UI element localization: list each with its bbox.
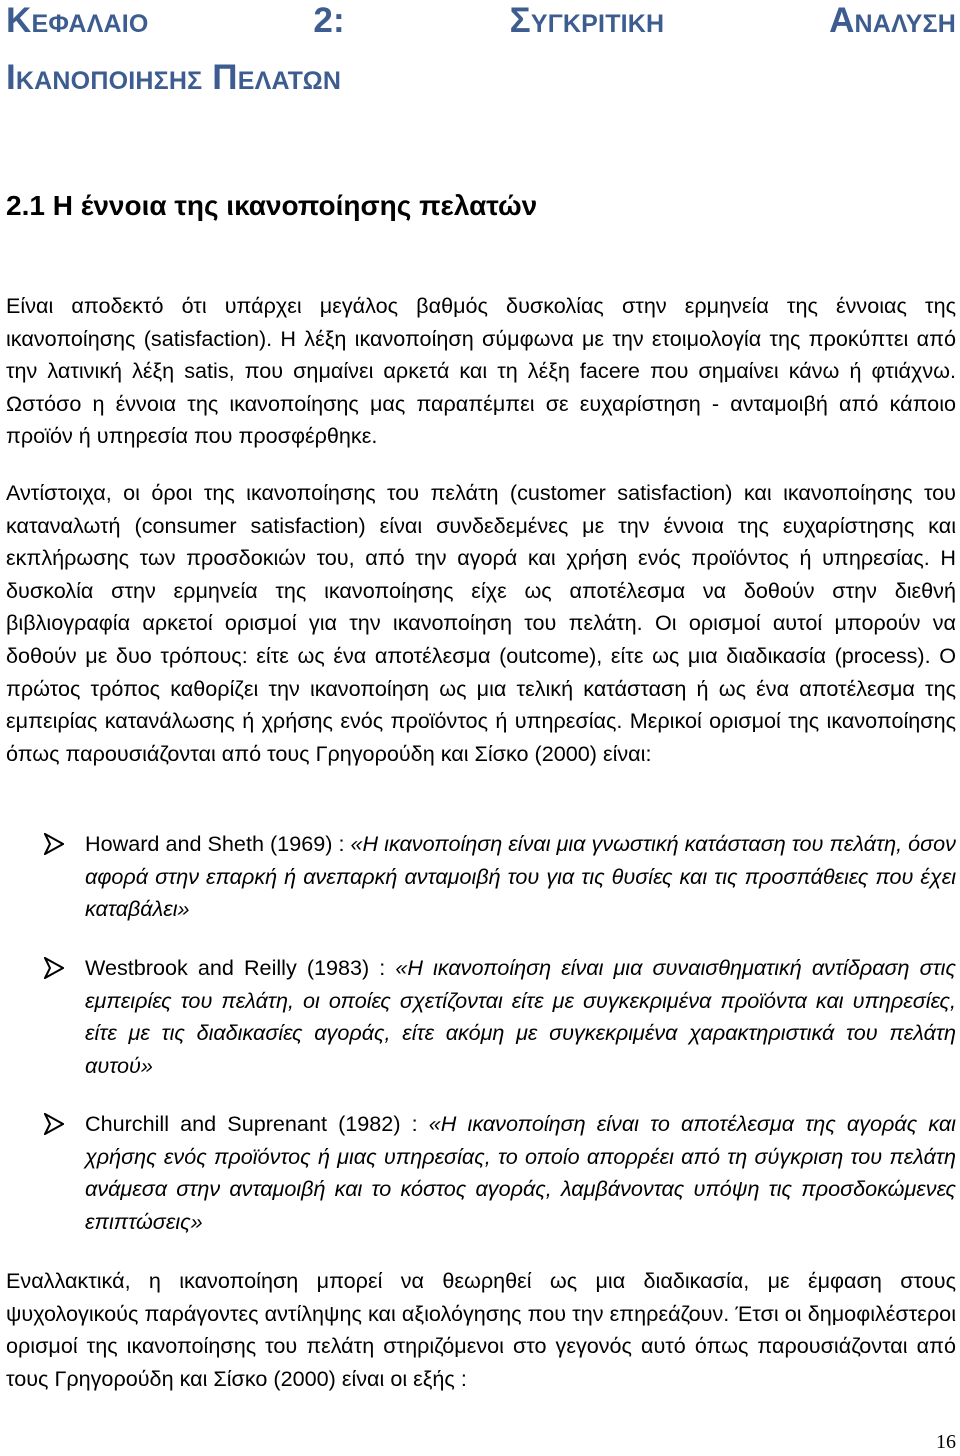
page-number: 16	[936, 1431, 956, 1453]
quote-source: Howard and Sheth (1969) :	[85, 831, 351, 856]
quote-text	[85, 828, 956, 926]
section-heading: 2.1 Η έννοια της ικανοποίησης πελατών	[6, 190, 538, 221]
quote-source: Churchill and Suprenant (1982) :	[85, 1111, 429, 1136]
paragraph-intro: Είναι αποδεκτό ότι υπάρχει μεγάλος βαθμός δυσκολίας στην ερμηνεία της έννοιας της ικανοποίησης (satisfaction). Η λέξη ικανοποίηση σύμφωνα με την ετοιμολογία της προκύπτει από την λατινική λέξη satis, που σημαίνει αρκετά και τη λέξη facere που σημαίνει κάνω ή φτιάχνω. Ωστόσο η έννοια της ικανοποίησης μας παραπέμπει σε ευχαρίστηση - ανταμοιβή από κάποιο προϊόν ή υπηρεσία που προσφέρθηκε.	[6, 293, 956, 449]
arrowhead-bullet-icon	[44, 833, 64, 855]
chapter-title-word2: Αναλυση	[829, 1, 956, 40]
quote-definition: «Η ικανοποίηση είναι μια συναισθηματική αντίδραση στις εμπειρίες του πελάτη, οι οποίες σχετίζονται είτε με συγκεκριμένα προϊόντα και υπηρεσίες, είτε με τις διαδικασίες αγοράς, είτε ακόμη με συγκεκριμένα χαρακτηριστικά του πελάτη αυτού»	[85, 955, 956, 1078]
quote-text	[85, 952, 956, 1082]
chapter-number: 2:	[313, 1, 345, 40]
chapter-label: Κεφαλαιο	[6, 1, 149, 40]
chapter-title-line1	[6, 0, 956, 49]
arrowhead-bullet-icon	[44, 957, 64, 979]
quote-definition: «Η ικανοποίηση είναι μια γνωστική κατάσταση του πελάτη, όσον αφορά στην επαρκή ή ανεπαρκή ανταμοιβή του για τις θυσίες και τις προσπάθειες που έχει καταβάλει»	[85, 831, 956, 922]
paragraph-definitions: Αντίστοιχα, οι όροι της ικανοποίησης του πελάτη (customer satisfaction) και ικανοποίησης του καταναλωτή (consumer satisfaction) είναι συνδεδεμένες με την έννοια της ευχαρίστησης και εκπλήρωσης των προσδοκιών του, από την αγορά και χρήση ενός προϊόντος ή υπηρεσίας. Η δυσκολία στην ερμηνεία της ικανοποίησης είχε ως αποτέλεσμα να δοθούν στην διεθνή βιβλιογραφία αρκετοί ορισμοί για την ικανοποίηση του πελάτη. Οι ορισμοί αυτοί μπορούν να δοθούν με δυο τρόπους: είτε ως ένα αποτέλεσμα (outcome), είτε ως μια διαδικασία (process). Ο πρώτος τρόπος καθορίζει την ικανοποίηση ως μια τελική κατάσταση ή ως ένα αποτέλεσμα της εμπειρίας κατανάλωσης ή χρήσης ενός προϊόντος ή υπηρεσίας. Μερικοί ορισμοί της ικανοποίησης όπως παρουσιάζονται από τους Γρηγορούδη και Σίσκο (2000) είναι:	[6, 480, 956, 766]
chapter-title-line2: Ικανοποιησης Πελατων	[6, 58, 342, 97]
chapter-title-word1: Συγκριτικη	[509, 1, 665, 40]
arrowhead-bullet-icon	[44, 1113, 64, 1135]
quote-source: Westbrook and Reilly (1983) :	[85, 955, 396, 980]
quote-definition: «Η ικανοποίηση είναι το αποτέλεσμα της αγοράς και χρήσης ενός προϊόντος ή μιας υπηρεσίας, το οποίο απορρέει από τη σύγκριση του πελάτη ανάμεσα στην ανταμοιβή και το κόστος αγοράς, λαμβάνοντας υπόψη τις προσδοκώμενες επιπτώσεις»	[85, 1111, 956, 1234]
quote-text	[85, 1108, 956, 1238]
paragraph-process: Εναλλακτικά, η ικανοποίηση μπορεί να θεωρηθεί ως μια διαδικασία, με έμφαση στους ψυχολογικούς παράγοντες αντίληψης και αξιολόγησης που την επηρεάζουν. Έτσι οι δημοφιλέστεροι ορισμοί της ικανοποίησης του πελάτη στηριζόμενοι στο γεγονός αυτό όπως παρουσιάζονται από τους Γρηγορούδη και Σίσκο (2000) είναι οι εξής :	[6, 1268, 956, 1391]
